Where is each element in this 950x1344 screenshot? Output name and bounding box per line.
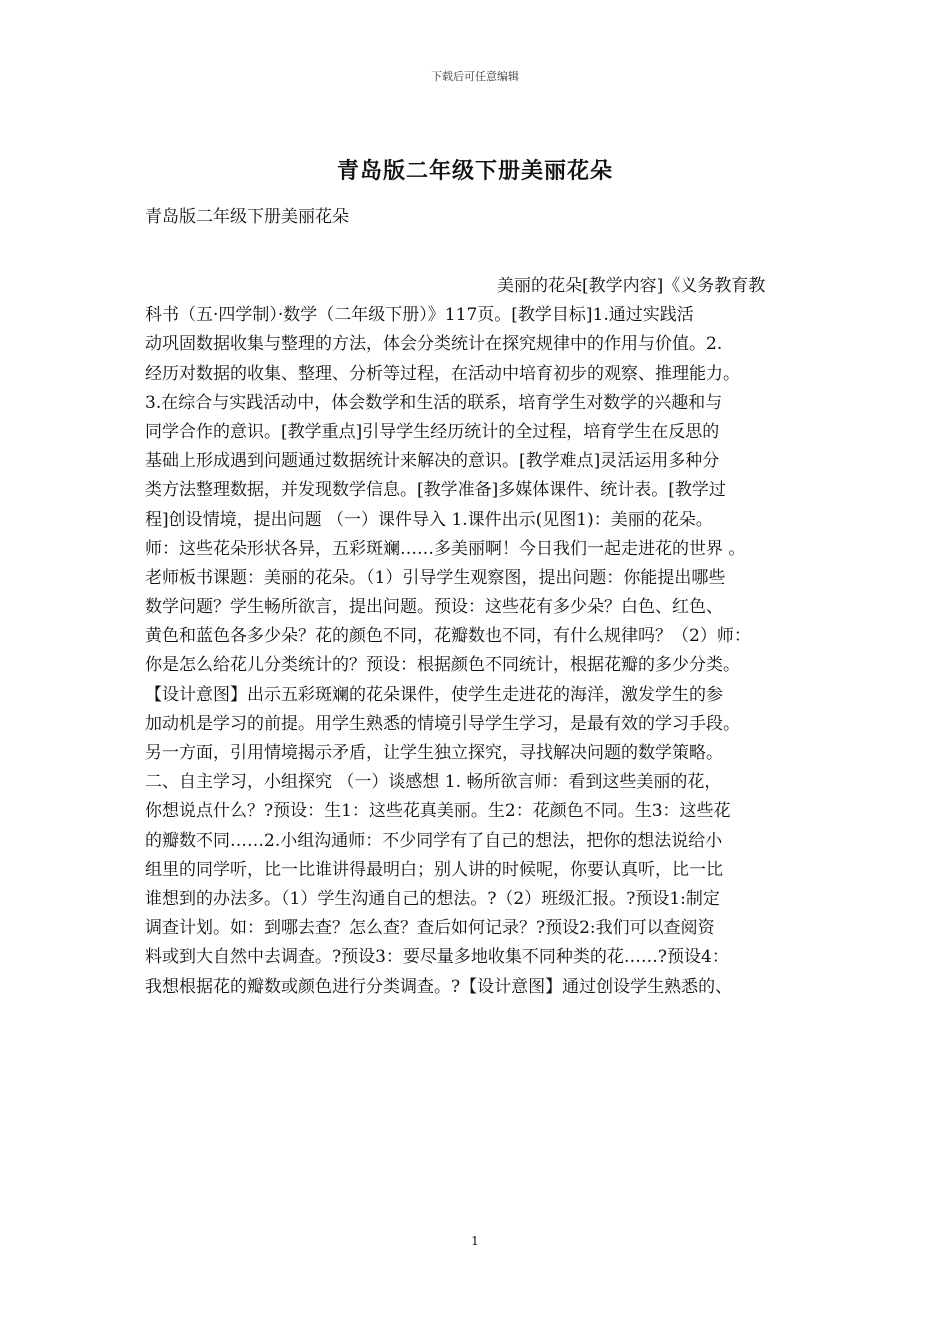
body-line: 【设计意图】出示五彩斑斓的花朵课件，使学生走进花的海洋，激发学生的参 [145, 684, 723, 705]
body-line: 你想说点什么？?预设：生1：这些花真美丽。生2：花颜色不同。生3：这些花 [145, 801, 731, 822]
body-line: 谁想到的办法多。（1）学生沟通自己的想法。?（2）班级汇报。?预设1:制定 [145, 888, 720, 909]
body-line: 黄色和蓝色各多少朵？花的颜色不同，花瓣数也不同，有什么规律吗？（2）师： [145, 626, 751, 647]
body-line: 组里的同学听，比一比谁讲得最明白；别人讲的时候呢，你要认真听，比一比 [145, 859, 723, 880]
body-line: 师：这些花朵形状各异，五彩斑斓……多美丽啊！今日我们一起走进花的世界 。 [145, 538, 746, 559]
document-title: 青岛版二年级下册美丽花朵 [336, 158, 613, 184]
document-subtitle: 青岛版二年级下册美丽花朵 [145, 207, 349, 227]
body-line: 二、自主学习，小组探究 （一）谈感想 1. 畅所欲言师：看到这些美丽的花， [145, 772, 722, 793]
body-text [145, 272, 825, 1002]
body-line: 动巩固数据收集与整理的方法，体会分类统计在探究规律中的作用与价值。2. [145, 334, 723, 355]
body-line: 类方法整理数据，并发现数学信息。[教学准备]多媒体课件、统计表。[教学过 [145, 480, 726, 501]
body-line: 你是怎么给花儿分类统计的？预设：根据颜色不同统计，根据花瓣的多少分类。 [145, 655, 740, 676]
header-note: 下载后可任意编辑 [431, 70, 519, 83]
body-line: 我想根据花的瓣数或颜色进行分类调查。?【设计意图】通过创设学生熟悉的、 [145, 976, 733, 997]
body-line: 同学合作的意识。[教学重点]引导学生经历统计的全过程，培育学生在反思的 [145, 421, 720, 442]
body-line: 程]创设情境，提出问题 （一）课件导入 1.课件出示(见图1)：美丽的花朵。 [145, 509, 713, 530]
body-line: 老师板书课题：美丽的花朵。（1）引导学生观察图，提出问题：你能提出哪些 [145, 567, 726, 588]
body-line: 加动机是学习的前提。用学生熟悉的情境引导学生学习，是最有效的学习手段。 [145, 713, 740, 734]
body-line: 调查计划。如：到哪去查？怎么查？查后如何记录？?预设2:我们可以查阅资 [145, 918, 715, 939]
body-line: 数学问题？学生畅所欲言，提出问题。预设：这些花有多少朵？白色、红色、 [145, 597, 723, 618]
body-line: 基础上形成遇到问题通过数据统计来解决的意识。[教学难点]灵活运用多种分 [145, 451, 720, 472]
body-line: 另一方面，引用情境揭示矛盾，让学生独立探究，寻找解决问题的数学策略。 [145, 743, 723, 763]
body-line: 的瓣数不同……2.小组沟通师：不少同学有了自己的想法，把你的想法说给小 [145, 830, 723, 851]
body-line: 科书（五·四学制）·数学（二年级下册）》117页。[教学目标]1.通过实践活 [145, 305, 694, 326]
body-line: 经历对数据的收集、整理、分析等过程，在活动中培育初步的观察、推理能力。 [145, 363, 740, 384]
body-line: 料或到大自然中去调查。?预设3：要尽量多地收集不同种类的花……?预设4： [145, 947, 729, 968]
page-number: 1 [471, 1234, 479, 1248]
body-line: 美丽的花朵[教学内容]《义务教育教 [497, 276, 766, 296]
body-line: 3.在综合与实践活动中，体会数学和生活的联系，培育学生对数学的兴趣和与 [145, 392, 723, 413]
